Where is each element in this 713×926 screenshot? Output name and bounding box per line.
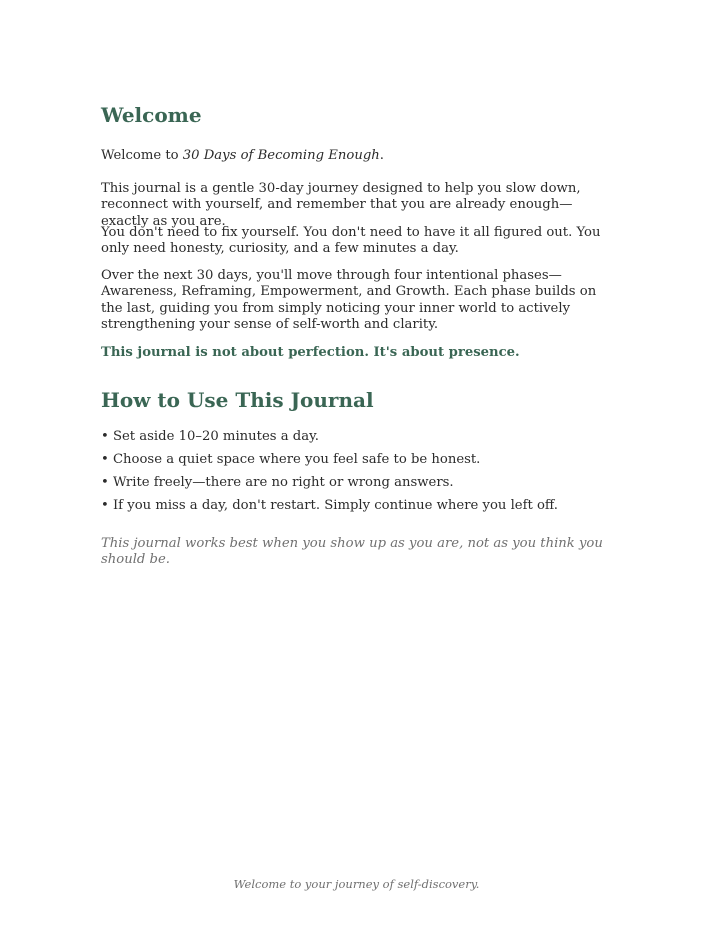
intro-prefix: Welcome to [101, 148, 183, 163]
closing-note: This journal works best when you show up as you are, not as you think you should be. [101, 536, 603, 568]
welcome-heading: Welcome [101, 103, 202, 127]
list-item: • Choose a quiet space where you feel safe to be honest. [101, 452, 481, 467]
how-to-list [101, 429, 614, 521]
list-item: • Write freely—there are no right or wrong answers. [101, 475, 454, 490]
presence-callout: This journal is not about perfection. It's about presence. [101, 345, 520, 360]
page-footer: Welcome to your journey of self-discovery. [233, 877, 480, 891]
intro-suffix: . [379, 148, 384, 163]
list-item: • Set aside 10–20 minutes a day. [101, 429, 319, 444]
list-item: • If you miss a day, don't restart. Simply continue where you left off. [101, 498, 558, 513]
welcome-intro [101, 148, 614, 164]
welcome-paragraph-1: This journal is a gentle 30-day journey designed to help you slow down, reconnect with yourself, and remember that you are already enough—exactly as you are. [101, 181, 581, 229]
welcome-paragraph-3: Over the next 30 days, you'll move through four intentional phases—Awareness, Reframing, Empowerment, and Growth. Each phase builds on the last, guiding you from simply noticing your inner world to actively strengthening your sense of self-worth and clarity. [101, 268, 597, 332]
welcome-paragraph-2: You don't need to fix yourself. You don't need to have it all figured out. You only need honesty, curiosity, and a few minutes a day. [101, 225, 601, 257]
journal-title: 30 Days of Becoming Enough [182, 148, 380, 163]
how-to-heading: How to Use This Journal [101, 388, 374, 412]
